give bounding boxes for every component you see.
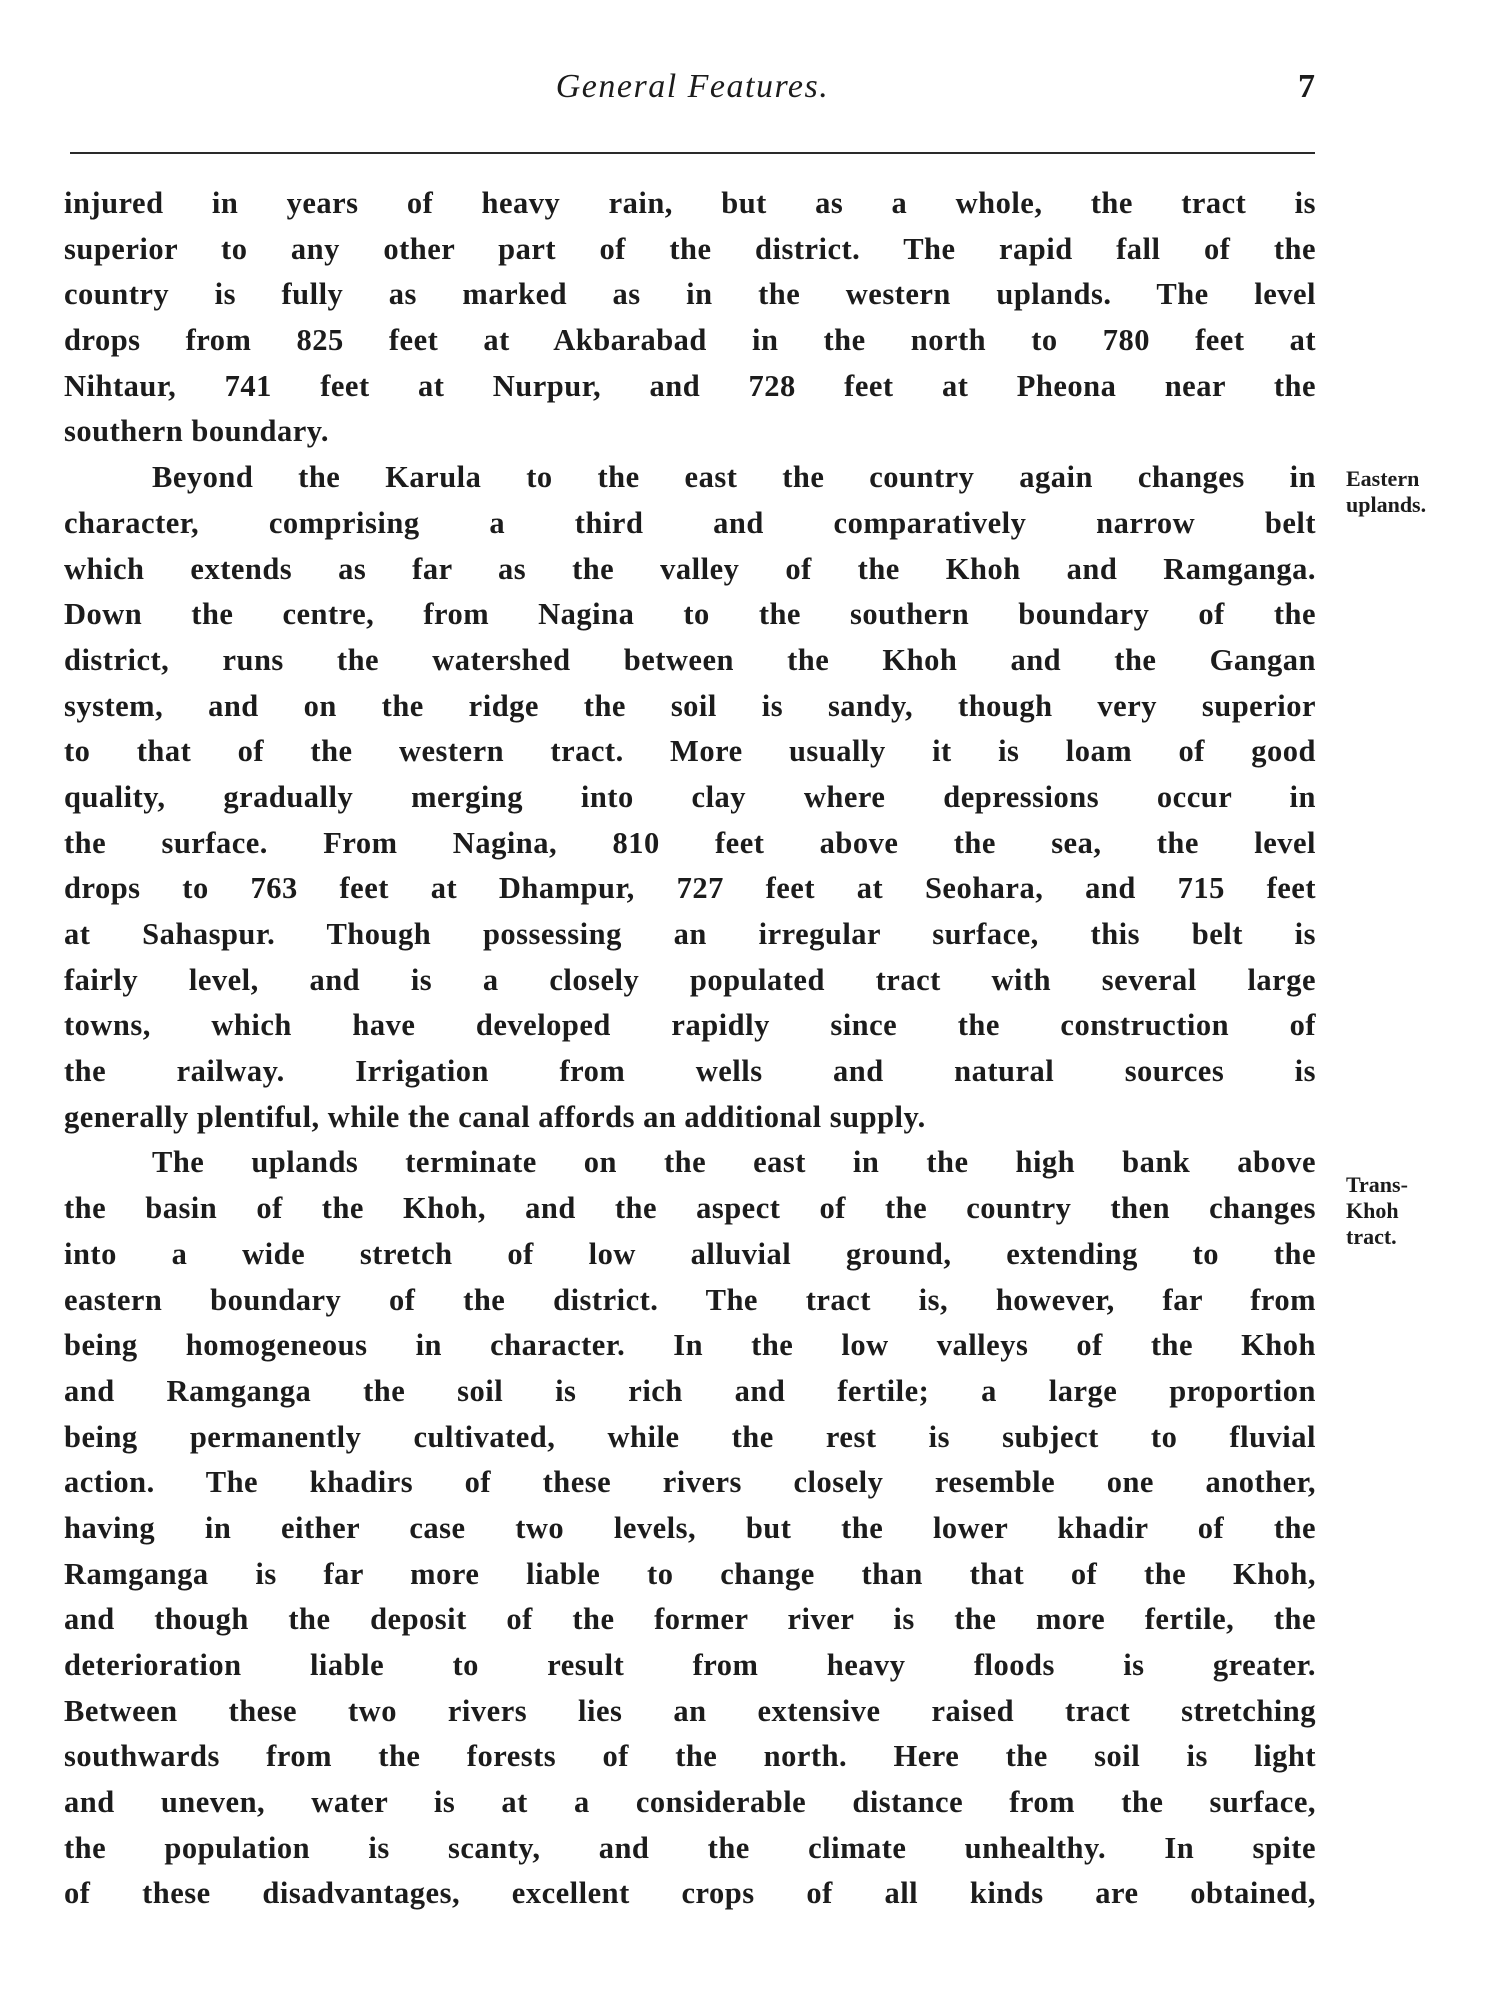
text-line: Beyond the Karula to the east the country again changes in xyxy=(152,460,1316,495)
text-line: action. The khadirs of these rivers closely resemble one another, xyxy=(64,1465,1316,1500)
text-line: to that of the western tract. More usually it is loam of good xyxy=(64,734,1316,769)
text-line: the population is scanty, and the climate unhealthy. In spite xyxy=(64,1830,1316,1865)
text-line: deterioration liable to result from heavy floods is greater. xyxy=(64,1648,1316,1682)
text-line: Nihtaur, 741 feet at Nurpur, and 728 feet at Pheona near the xyxy=(64,368,1316,403)
body-text xyxy=(64,181,1316,1917)
sidenote-eastern-uplands xyxy=(1346,466,1426,518)
text-line: at Sahaspur. Though possessing an irregular surface, this belt is xyxy=(64,917,1316,951)
text-line: Down the centre, from Nagina to the southern boundary of the xyxy=(64,597,1316,632)
text-line: drops to 763 feet at Dhampur, 727 feet at Seohara, and 715 feet xyxy=(64,871,1316,906)
text-line: Between these two rivers lies an extensive raised tract stretching xyxy=(64,1693,1316,1728)
running-title: General Features. xyxy=(555,68,830,105)
text-line: Ramganga is far more liable to change than that of the Khoh, xyxy=(64,1556,1316,1591)
sidenote-line: Khoh xyxy=(1346,1198,1399,1223)
text-line: and Ramganga the soil is rich and fertile; a large proportion xyxy=(64,1373,1316,1408)
sidenote-line: Trans- xyxy=(1346,1172,1408,1197)
header-rule xyxy=(70,152,1315,154)
text-line: country is fully as marked as in the western uplands. The level xyxy=(64,277,1316,312)
text-line: quality, gradually merging into clay where depressions occur in xyxy=(64,779,1316,814)
text-line: district, runs the watershed between the Khoh and the Gangan xyxy=(64,642,1316,677)
text-line: southern boundary. xyxy=(64,414,329,449)
text-line: and uneven, water is at a considerable distance from the surface, xyxy=(64,1785,1316,1820)
text-line: system, and on the ridge the soil is sandy, though very superior xyxy=(64,688,1316,723)
sidenote-trans-khoh-tract xyxy=(1346,1172,1408,1250)
sidenote-line: uplands. xyxy=(1346,492,1427,517)
text-line: character, comprising a third and comparatively narrow belt xyxy=(64,505,1316,540)
text-line: generally plentiful, while the canal affords an additional supply. xyxy=(64,1099,926,1134)
sidenote-line: Eastern xyxy=(1346,466,1420,491)
text-line: which extends as far as the valley of the Khoh and Ramganga. xyxy=(64,551,1316,586)
text-line: the surface. From Nagina, 810 feet above the sea, the level xyxy=(64,825,1316,860)
sidenote-line: tract. xyxy=(1346,1224,1397,1249)
text-line: drops from 825 feet at Akbarabad in the north to 780 feet at xyxy=(64,323,1316,358)
text-line: superior to any other part of the district. The rapid fall of the xyxy=(64,231,1316,266)
text-line: injured in years of heavy rain, but as a whole, the tract is xyxy=(64,186,1316,220)
page-number: 7 xyxy=(1298,68,1315,105)
text-line: eastern boundary of the district. The tract is, however, far from xyxy=(64,1282,1316,1317)
text-line: being homogeneous in character. In the low valleys of the Khoh xyxy=(64,1328,1316,1363)
text-line: and though the deposit of the former river is the more fertile, the xyxy=(64,1602,1316,1637)
text-line: The uplands terminate on the east in the high bank above xyxy=(152,1145,1316,1180)
text-line: southwards from the forests of the north. Here the soil is light xyxy=(64,1739,1316,1774)
text-line: having in either case two levels, but the lower khadir of the xyxy=(64,1510,1316,1545)
text-line: towns, which have developed rapidly since the construction of xyxy=(64,1008,1316,1043)
text-line: of these disadvantages, excellent crops of all kinds are obtained, xyxy=(64,1876,1316,1911)
text-line: into a wide stretch of low alluvial ground, extending to the xyxy=(64,1236,1316,1271)
page-header xyxy=(70,68,1315,124)
text-line: the railway. Irrigation from wells and natural sources is xyxy=(64,1054,1316,1089)
text-line: fairly level, and is a closely populated tract with several large xyxy=(64,962,1316,997)
text-line: being permanently cultivated, while the rest is subject to fluvial xyxy=(64,1419,1316,1454)
text-line: the basin of the Khoh, and the aspect of the country then changes xyxy=(64,1191,1316,1226)
